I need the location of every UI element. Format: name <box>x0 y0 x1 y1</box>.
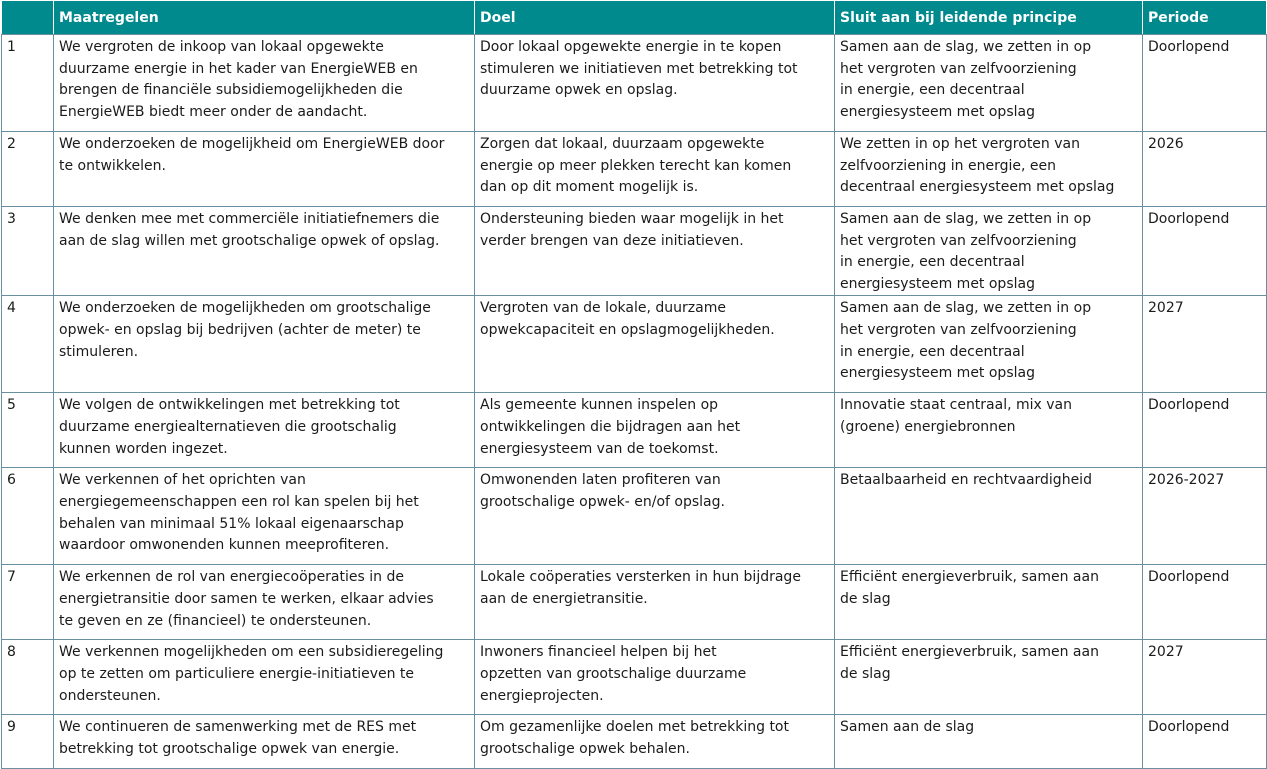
cell-doel-line: Door lokaal opgewekte energie in te kopen <box>480 39 782 55</box>
cell-doel-line: ontwikkelingen die bijdragen aan het <box>480 418 741 435</box>
table-row <box>2 715 1267 769</box>
cell-maatregel-line: aan de slag willen met grootschalige opwek of opslag. <box>59 232 440 249</box>
cell-doel-line: Omwonenden laten profiteren van <box>480 472 721 489</box>
cell-doel-line: Om gezamenlijke doelen met betrekking tot <box>480 719 789 736</box>
table-row <box>2 207 1267 296</box>
cell-principe-line: (groene) energiebronnen <box>840 418 1016 435</box>
cell-maatregel-line: te geven en ze (financieel) te ondersteunen. <box>59 612 372 629</box>
cell-periode: 2026-2027 <box>1143 468 1267 565</box>
cell-number: 2 <box>2 132 54 207</box>
cell-number: 5 <box>2 393 54 468</box>
cell-periode: Doorlopend <box>1143 565 1267 640</box>
cell-doel-line: opwekcapaciteit en opslagmogelijkheden. <box>480 321 775 338</box>
cell-periode: 2026 <box>1143 132 1267 207</box>
table-row <box>2 132 1267 207</box>
cell-principe-line: energiesysteem met opslag <box>840 103 1035 120</box>
cell-doel <box>475 468 835 565</box>
cell-maatregel-line: energietransitie door samen te werken, elkaar advies <box>59 590 434 607</box>
cell-principe-line: Samen aan de slag, we zetten in op <box>840 300 1092 317</box>
cell-number: 7 <box>2 565 54 640</box>
cell-principe-line: Betaalbaarheid en rechtvaardigheid <box>840 472 1092 489</box>
cell-maatregel-line: We verkennen mogelijkheden om een subsidieregeling <box>59 644 444 661</box>
cell-principe <box>835 207 1143 296</box>
cell-doel-line: opzetten van grootschalige duurzame <box>480 665 747 682</box>
header-row <box>2 1 1267 35</box>
cell-periode: Doorlopend <box>1143 207 1267 296</box>
cell-periode: Doorlopend <box>1143 393 1267 468</box>
cell-doel <box>475 393 835 468</box>
table-row <box>2 296 1267 393</box>
header-number <box>2 1 54 35</box>
table-row <box>2 35 1267 132</box>
cell-periode: 2027 <box>1143 640 1267 715</box>
cell-maatregel-line: We verkennen of het oprichten van <box>59 472 306 489</box>
cell-number: 8 <box>2 640 54 715</box>
cell-maatregel-line: duurzame energiealternatieven die grootschalig <box>59 418 397 435</box>
measures-table <box>1 0 1267 769</box>
cell-doel-line: aan de energietransitie. <box>480 590 648 607</box>
cell-number: 6 <box>2 468 54 565</box>
cell-principe-line: We zetten in op het vergroten van <box>840 136 1080 152</box>
cell-maatregel <box>54 640 475 715</box>
cell-principe-line: Samen aan de slag <box>840 719 975 736</box>
cell-maatregel-line: op te zetten om particuliere energie-initiatieven te <box>59 665 415 682</box>
cell-maatregel-line: energiegemeenschappen een rol kan spelen bij het <box>59 493 419 510</box>
cell-principe-line: zelfvoorziening in energie, een <box>840 157 1056 174</box>
cell-principe <box>835 296 1143 393</box>
cell-doel-line: verder brengen van deze initiatieven. <box>480 232 744 249</box>
cell-maatregel <box>54 296 475 393</box>
cell-doel-line: duurzame opwek en opslag. <box>480 82 678 99</box>
cell-maatregel-line: duurzame energie in het kader van EnergieWEB en <box>59 60 418 77</box>
table-row <box>2 468 1267 565</box>
cell-doel-line: Ondersteuning bieden waar mogelijk in het <box>480 211 784 227</box>
cell-maatregel-line: behalen van minimaal 51% lokaal eigenaarschap <box>59 515 404 532</box>
cell-principe-line: energiesysteem met opslag <box>840 275 1035 292</box>
cell-doel <box>475 296 835 393</box>
cell-principe <box>835 132 1143 207</box>
cell-principe-line: Samen aan de slag, we zetten in op <box>840 39 1092 55</box>
cell-principe-line: Efficiënt energieverbruik, samen aan <box>840 644 1099 661</box>
cell-principe-line: Efficiënt energieverbruik, samen aan <box>840 569 1099 586</box>
cell-doel-line: Zorgen dat lokaal, duurzaam opgewekte <box>480 136 765 152</box>
cell-number: 3 <box>2 207 54 296</box>
table-row <box>2 393 1267 468</box>
cell-principe <box>835 35 1143 132</box>
cell-principe-line: de slag <box>840 665 891 682</box>
cell-maatregel-line: opwek- en opslag bij bedrijven (achter de meter) te <box>59 321 421 338</box>
table-body <box>2 35 1267 769</box>
cell-principe-line: Innovatie staat centraal, mix van <box>840 397 1073 414</box>
cell-principe <box>835 468 1143 565</box>
cell-number: 1 <box>2 35 54 132</box>
table-header <box>2 1 1267 35</box>
cell-principe <box>835 565 1143 640</box>
cell-doel-line: grootschalige opwek- en/of opslag. <box>480 493 725 510</box>
cell-maatregel-line: We vergroten de inkoop van lokaal opgewekte <box>59 39 384 55</box>
cell-maatregel-line: We volgen de ontwikkelingen met betrekking tot <box>59 397 400 414</box>
cell-principe-line: in energie, een decentraal <box>840 254 1025 271</box>
cell-maatregel <box>54 715 475 769</box>
cell-doel <box>475 640 835 715</box>
cell-maatregel <box>54 132 475 207</box>
cell-principe-line: het vergroten van zelfvoorziening <box>840 232 1077 249</box>
cell-principe-line: energiesysteem met opslag <box>840 365 1035 382</box>
cell-principe <box>835 393 1143 468</box>
cell-maatregel-line: We onderzoeken de mogelijkheid om EnergieWEB door <box>59 136 445 152</box>
cell-doel-line: Als gemeente kunnen inspelen op <box>480 397 719 414</box>
cell-maatregel-line: kunnen worden ingezet. <box>59 440 228 457</box>
cell-periode: 2027 <box>1143 296 1267 393</box>
cell-doel <box>475 35 835 132</box>
cell-periode: Doorlopend <box>1143 715 1267 769</box>
header-principe: Sluit aan bij leidende principe <box>835 1 1143 35</box>
cell-doel <box>475 132 835 207</box>
cell-maatregel-line: waardoor omwonenden kunnen meeprofiteren. <box>59 537 390 554</box>
cell-maatregel-line: We erkennen de rol van energiecoöperaties in de <box>59 569 404 586</box>
cell-maatregel <box>54 468 475 565</box>
cell-doel-line: Inwoners financieel helpen bij het <box>480 644 717 661</box>
cell-maatregel-line: betrekking tot grootschalige opwek van energie. <box>59 740 400 757</box>
cell-principe <box>835 715 1143 769</box>
cell-maatregel-line: We denken mee met commerciële initiatiefnemers die <box>59 211 440 227</box>
cell-doel <box>475 565 835 640</box>
cell-principe-line: de slag <box>840 590 891 607</box>
cell-maatregel <box>54 35 475 132</box>
cell-number: 9 <box>2 715 54 769</box>
cell-principe-line: in energie, een decentraal <box>840 343 1025 360</box>
cell-doel-line: energiesysteem van de toekomst. <box>480 440 719 457</box>
cell-principe-line: het vergroten van zelfvoorziening <box>840 321 1077 338</box>
cell-principe-line: in energie, een decentraal <box>840 82 1025 99</box>
cell-doel-line: Vergroten van de lokale, duurzame <box>480 300 726 317</box>
cell-maatregel-line: te ontwikkelen. <box>59 157 166 174</box>
cell-doel-line: energie op meer plekken terecht kan komen <box>480 157 792 174</box>
cell-doel-line: dan op dit moment mogelijk is. <box>480 179 699 196</box>
header-maatregelen: Maatregelen <box>54 1 475 35</box>
cell-maatregel <box>54 393 475 468</box>
cell-doel-line: stimuleren we initiatieven met betrekking tot <box>480 60 798 77</box>
cell-doel <box>475 715 835 769</box>
header-doel: Doel <box>475 1 835 35</box>
cell-doel-line: grootschalige opwek behalen. <box>480 740 690 757</box>
cell-maatregel <box>54 207 475 296</box>
cell-maatregel-line: brengen de financiële subsidiemogelijkheden die <box>59 82 403 99</box>
cell-doel-line: Lokale coöperaties versterken in hun bijdrage <box>480 569 801 586</box>
cell-maatregel-line: stimuleren. <box>59 343 139 360</box>
table-row <box>2 640 1267 715</box>
cell-doel-line: energieprojecten. <box>480 687 604 704</box>
cell-principe-line: het vergroten van zelfvoorziening <box>840 60 1077 77</box>
cell-principe <box>835 640 1143 715</box>
cell-doel <box>475 207 835 296</box>
cell-principe-line: Samen aan de slag, we zetten in op <box>840 211 1092 227</box>
cell-maatregel <box>54 565 475 640</box>
cell-maatregel-line: EnergieWEB biedt meer onder de aandacht. <box>59 103 368 120</box>
cell-maatregel-line: ondersteunen. <box>59 687 161 704</box>
table-row <box>2 565 1267 640</box>
cell-principe-line: decentraal energiesysteem met opslag <box>840 179 1115 196</box>
cell-maatregel-line: We continueren de samenwerking met de RES met <box>59 719 417 736</box>
header-periode: Periode <box>1143 1 1267 35</box>
cell-number: 4 <box>2 296 54 393</box>
cell-maatregel-line: We onderzoeken de mogelijkheden om grootschalige <box>59 300 431 317</box>
cell-periode: Doorlopend <box>1143 35 1267 132</box>
